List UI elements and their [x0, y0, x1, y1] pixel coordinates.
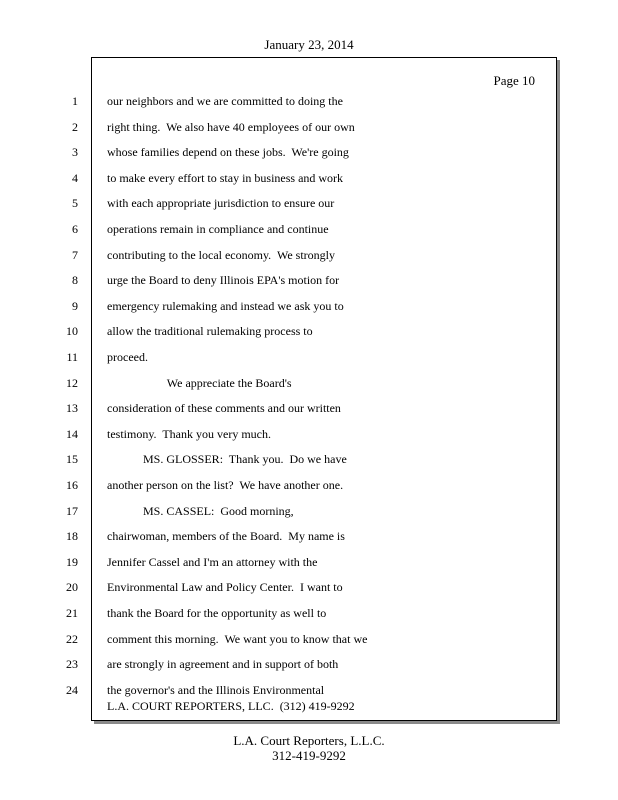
- footer-phone: 312-419-9292: [272, 748, 346, 763]
- transcript-line: urge the Board to deny Illinois EPA's motion for: [107, 273, 340, 288]
- line-number: 4: [72, 170, 78, 185]
- footer-firm-name: L.A. Court Reporters, L.L.C.: [233, 733, 385, 748]
- line-number: 1: [72, 94, 78, 108]
- reporter-footer-line: L.A. COURT REPORTERS, LLC. (312) 419-9292: [107, 699, 355, 713]
- transcript-line: right thing. We also have 40 employees of our own: [107, 119, 355, 134]
- line-number: 9: [72, 298, 78, 313]
- transcript-line: thank the Board for the opportunity as well to: [107, 606, 327, 620]
- line-number: 2: [72, 119, 78, 134]
- line-number: 11: [66, 350, 78, 364]
- line-number: 21: [66, 606, 78, 620]
- transcript-line: with each appropriate jurisdiction to ensure our: [107, 196, 335, 211]
- line-number: 13: [66, 401, 78, 416]
- line-number: 3: [72, 145, 78, 160]
- line-number: 6: [72, 222, 78, 236]
- line-number: 19: [66, 554, 78, 569]
- transcript-line: another person on the list? We have another one.: [107, 478, 344, 492]
- line-number: 8: [72, 273, 78, 288]
- line-number: 7: [72, 247, 78, 262]
- transcript-line: Environmental Law and Policy Center. I want to: [107, 580, 343, 595]
- transcript-line: are strongly in agreement and in support of both: [107, 657, 339, 672]
- transcript-line: testimony. Thank you very much.: [107, 426, 271, 441]
- page-number: Page 10: [493, 73, 535, 88]
- line-number: 16: [66, 478, 78, 492]
- transcript-line: chairwoman, members of the Board. My name is: [107, 529, 345, 544]
- transcript-line: our neighbors and we are committed to doing the: [107, 94, 343, 108]
- line-number: 22: [66, 631, 78, 646]
- transcript-line: We appreciate the Board's: [107, 375, 292, 390]
- transcript-line: proceed.: [107, 350, 148, 364]
- transcript-line: consideration of these comments and our written: [107, 401, 341, 416]
- line-number: 24: [66, 682, 78, 697]
- document-date: January 23, 2014: [264, 37, 354, 52]
- line-number: 20: [66, 580, 78, 595]
- transcript-line: contributing to the local economy. We strongly: [107, 247, 335, 262]
- line-number: 12: [66, 375, 78, 390]
- line-number: 18: [66, 529, 78, 544]
- transcript-line: allow the traditional rulemaking process to: [107, 324, 313, 339]
- line-number: 17: [66, 503, 78, 518]
- transcript-line: to make every effort to stay in business and work: [107, 170, 344, 185]
- transcript-line: whose families depend on these jobs. We're going: [107, 145, 349, 160]
- transcript-line: Jennifer Cassel and I'm an attorney with the: [107, 554, 318, 569]
- line-number: 5: [72, 196, 78, 211]
- transcript-line: comment this morning. We want you to know that we: [107, 631, 368, 646]
- line-number: 10: [66, 324, 78, 339]
- transcript-line: emergency rulemaking and instead we ask you to: [107, 298, 344, 313]
- line-number: 14: [66, 426, 78, 441]
- transcript-line: MS. CASSEL: Good morning,: [107, 503, 294, 518]
- line-number: 23: [66, 657, 78, 672]
- line-number: 15: [66, 452, 78, 467]
- transcript-line: MS. GLOSSER: Thank you. Do we have: [107, 452, 347, 467]
- transcript-line: operations remain in compliance and continue: [107, 222, 329, 236]
- transcript-line: the governor's and the Illinois Environmental: [107, 682, 325, 697]
